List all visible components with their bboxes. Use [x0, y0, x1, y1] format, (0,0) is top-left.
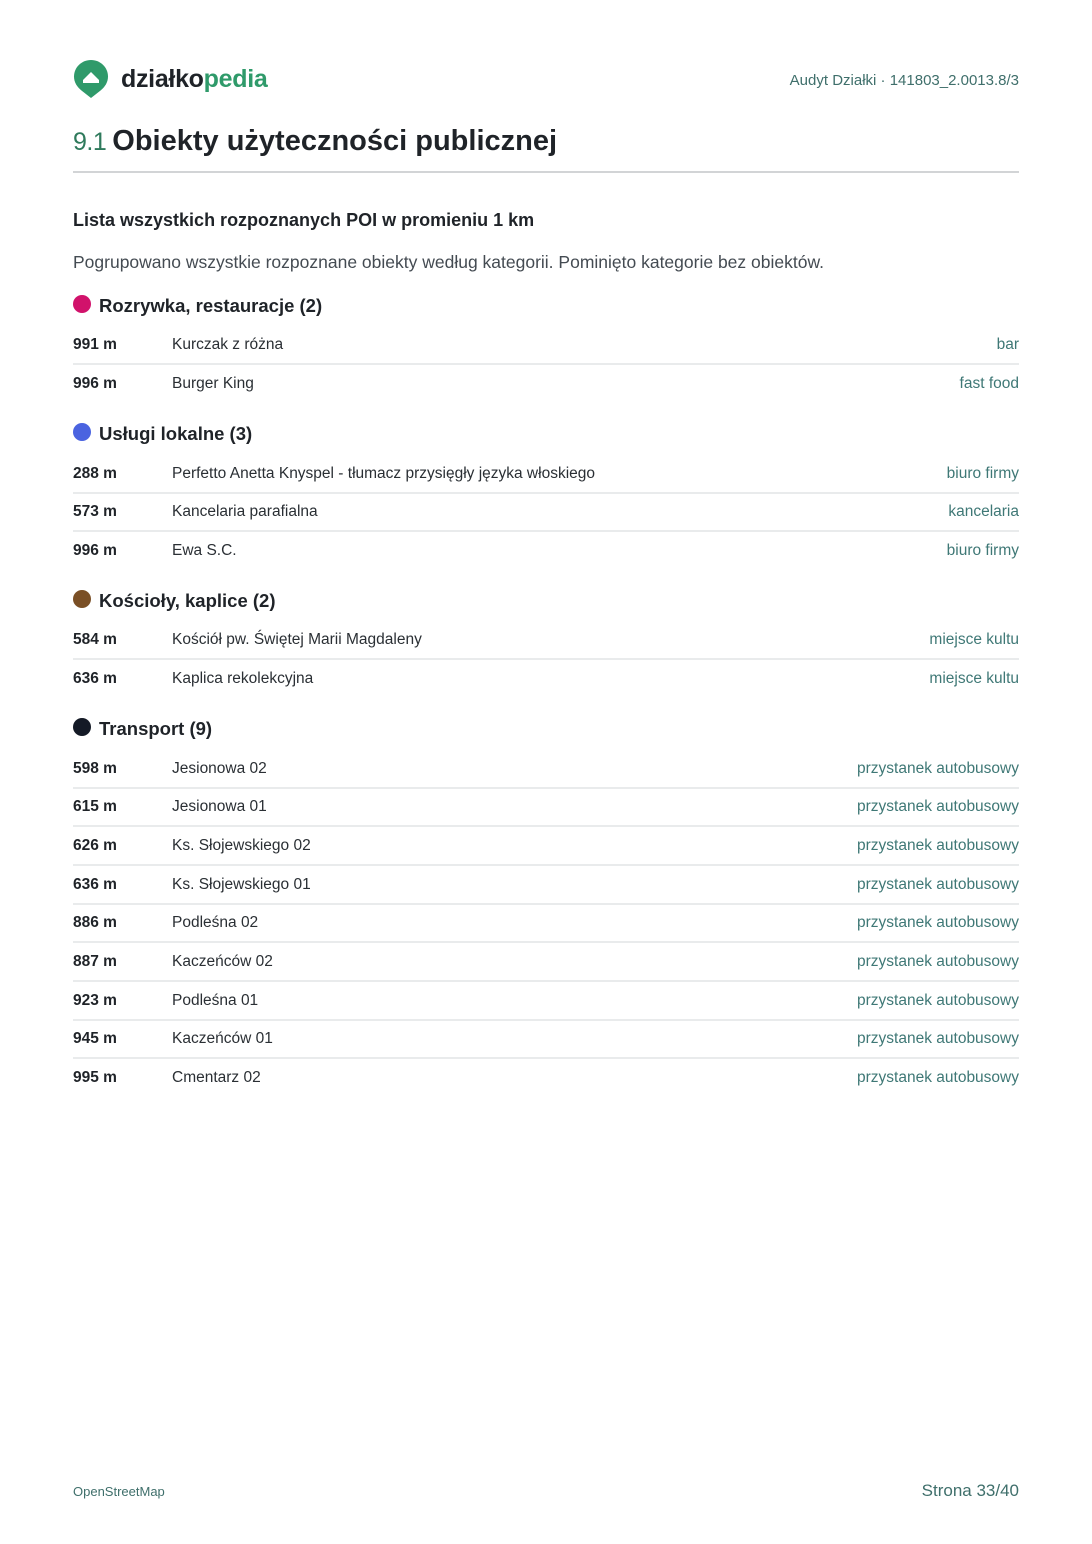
map-pin-house-icon	[73, 59, 109, 99]
poi-row	[73, 982, 1019, 1020]
category-dot-icon	[73, 295, 91, 313]
brand-name-green: pedia	[203, 65, 268, 93]
subsection-title: Lista wszystkich rozpoznanych POI w promieniu 1 km	[73, 210, 535, 230]
report-page	[73, 0, 1019, 1544]
category-dot-icon	[73, 718, 91, 736]
poi-name: Jesionowa 01	[172, 798, 267, 815]
poi-type: przystanek autobusowy	[857, 1030, 1019, 1047]
brand-name	[121, 58, 267, 100]
document-id: Audyt Działki · 141803_2.0013.8/3	[789, 72, 1019, 89]
poi-type: kancelaria	[948, 503, 1019, 520]
poi-name: Ks. Słojewskiego 01	[172, 876, 311, 893]
poi-distance: 996 m	[73, 542, 117, 559]
poi-name: Kancelaria parafialna	[172, 503, 318, 520]
category-header	[73, 293, 322, 319]
title-divider	[73, 171, 1019, 173]
poi-name: Kurczak z różna	[172, 336, 284, 353]
poi-name: Podleśna 01	[172, 992, 259, 1009]
poi-row	[73, 866, 1019, 904]
poi-type: biuro firmy	[946, 542, 1019, 559]
poi-type: bar	[996, 336, 1019, 353]
poi-distance: 636 m	[73, 876, 117, 893]
poi-name: Kaczeńców 02	[172, 953, 273, 970]
data-source-label: OpenStreetMap	[73, 1484, 165, 1499]
brand-name-dark: działko	[121, 65, 204, 93]
poi-distance: 288 m	[73, 465, 117, 482]
category-header	[73, 588, 276, 614]
page-number: Strona 33/40	[921, 1481, 1019, 1500]
poi-row	[73, 1020, 1019, 1058]
section-description: Pogrupowano wszystkie rozpoznane obiekty według kategorii. Pominięto kategorie bez obiektów.	[73, 252, 824, 272]
poi-distance: 636 m	[73, 670, 117, 687]
poi-name: Kaczeńców 01	[172, 1030, 273, 1047]
poi-type: miejsce kultu	[929, 670, 1019, 687]
category-title: Rozrywka, restauracje (2)	[99, 295, 323, 316]
poi-type: przystanek autobusowy	[857, 798, 1019, 815]
category-title: Usługi lokalne (3)	[99, 423, 253, 444]
category-header	[73, 716, 212, 742]
poi-type: przystanek autobusowy	[857, 992, 1019, 1009]
poi-row	[73, 788, 1019, 826]
poi-type: biuro firmy	[946, 465, 1019, 482]
brand-logo	[73, 58, 267, 100]
poi-type: fast food	[959, 375, 1019, 392]
poi-row	[73, 750, 1019, 788]
poi-row	[73, 365, 1019, 403]
poi-row	[73, 621, 1019, 659]
poi-row	[73, 532, 1019, 570]
poi-name: Perfetto Anetta Knyspel - tłumacz przysięgły języka włoskiego	[172, 465, 595, 482]
poi-type: przystanek autobusowy	[857, 953, 1019, 970]
poi-distance: 887 m	[73, 953, 117, 970]
category-dot-icon	[73, 590, 91, 608]
poi-distance: 991 m	[73, 336, 117, 353]
poi-row	[73, 904, 1019, 942]
poi-name: Podleśna 02	[172, 914, 259, 931]
category-title: Kościoły, kaplice (2)	[99, 590, 276, 611]
poi-type: przystanek autobusowy	[857, 760, 1019, 777]
poi-distance: 923 m	[73, 992, 117, 1009]
poi-distance: 615 m	[73, 798, 117, 815]
poi-name: Ewa S.C.	[172, 542, 237, 559]
category-dot-icon	[73, 423, 91, 441]
poi-type: miejsce kultu	[929, 631, 1019, 648]
poi-name: Kościół pw. Świętej Marii Magdaleny	[172, 631, 422, 648]
poi-distance: 886 m	[73, 914, 117, 931]
poi-distance: 945 m	[73, 1030, 117, 1047]
poi-distance: 573 m	[73, 503, 117, 520]
poi-row	[73, 326, 1019, 364]
poi-name: Kaplica rekolekcyjna	[172, 670, 314, 687]
poi-row	[73, 455, 1019, 493]
poi-distance: 996 m	[73, 375, 117, 392]
section-title-text: Obiekty użyteczności publicznej	[112, 125, 558, 157]
category-header	[73, 421, 252, 447]
poi-distance: 584 m	[73, 631, 117, 648]
poi-row	[73, 660, 1019, 698]
poi-row	[73, 493, 1019, 531]
poi-distance: 626 m	[73, 837, 117, 854]
poi-distance: 995 m	[73, 1069, 117, 1086]
poi-row	[73, 827, 1019, 865]
page-header	[73, 58, 1019, 100]
poi-type: przystanek autobusowy	[857, 876, 1019, 893]
section-number: 9.1	[73, 128, 107, 156]
poi-row	[73, 1059, 1019, 1097]
poi-name: Cmentarz 02	[172, 1069, 261, 1086]
poi-distance: 598 m	[73, 760, 117, 777]
poi-name: Jesionowa 02	[172, 760, 267, 777]
poi-type: przystanek autobusowy	[857, 837, 1019, 854]
poi-row	[73, 943, 1019, 981]
poi-name: Ks. Słojewskiego 02	[172, 837, 311, 854]
poi-name: Burger King	[172, 375, 254, 392]
section-title	[73, 122, 557, 161]
poi-type: przystanek autobusowy	[857, 914, 1019, 931]
category-title: Transport (9)	[99, 718, 213, 739]
poi-type: przystanek autobusowy	[857, 1069, 1019, 1086]
